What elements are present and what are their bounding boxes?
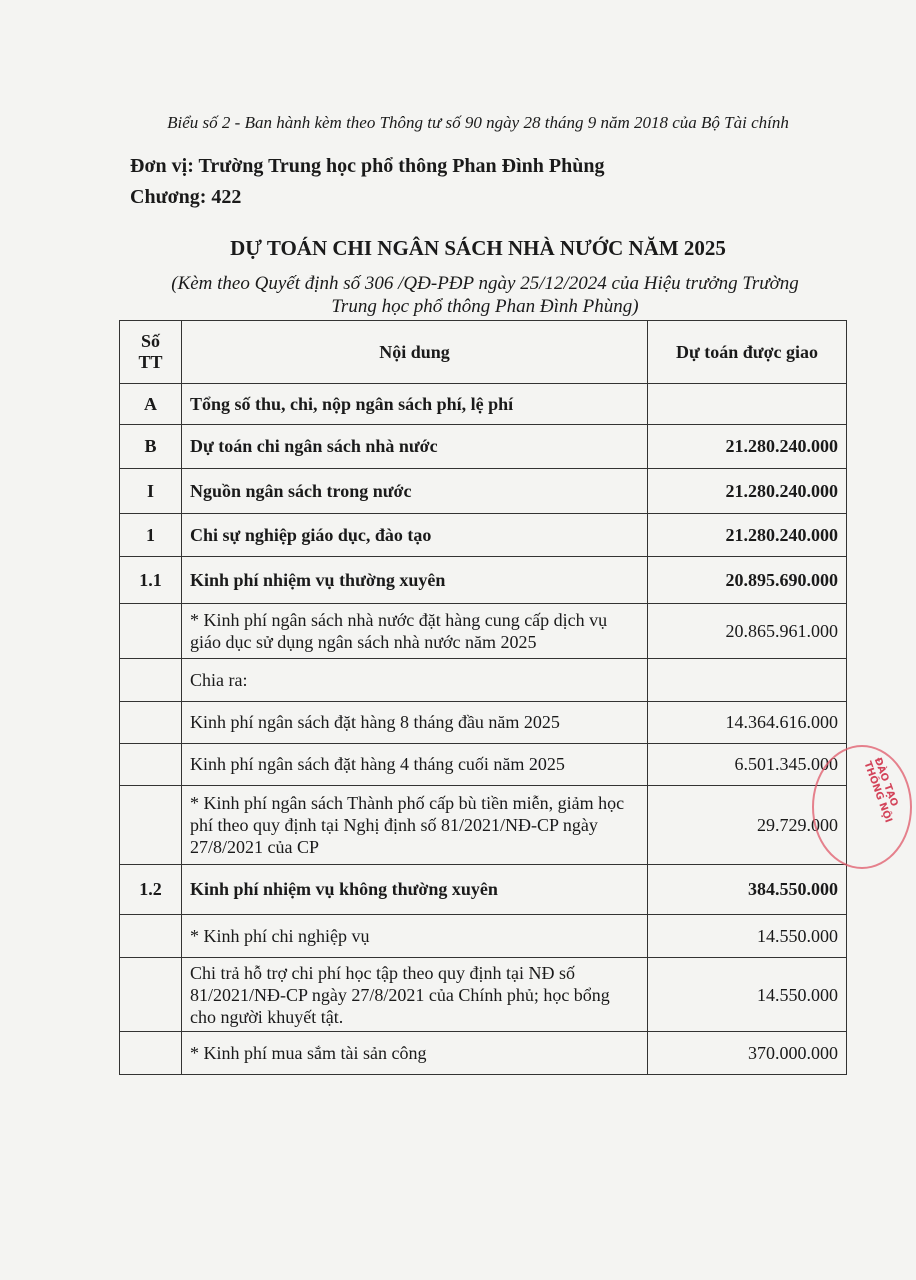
row-content: Kinh phí nhiệm vụ không thường xuyên	[182, 865, 648, 915]
subtitle-line-1: (Kèm theo Quyết định số 306 /QĐ-PĐP ngày 25/12/2024 của Hiệu trưởng Trường	[171, 273, 799, 294]
row-amount: 14.364.616.000	[648, 702, 847, 744]
unit-name: Đơn vị: Trường Trung học phổ thông Phan Đình Phùng	[130, 155, 605, 177]
row-amount: 370.000.000	[648, 1032, 847, 1075]
row-no: I	[120, 469, 182, 514]
row-amount	[648, 659, 847, 702]
header-content: Nội dung	[182, 321, 648, 384]
row-no: B	[120, 425, 182, 469]
row-content: Chi sự nghiệp giáo dục, đào tạo	[182, 514, 648, 557]
table-row	[120, 425, 847, 469]
row-content: * Kinh phí ngân sách Thành phố cấp bù tiền miễn, giảm học phí theo quy định tại Nghị định số 81/2021/NĐ-CP ngày 27/8/2021 của CP	[182, 786, 648, 865]
row-amount: 14.550.000	[648, 915, 847, 958]
row-content: * Kinh phí chi nghiệp vụ	[182, 915, 648, 958]
row-amount: 6.501.345.000	[648, 744, 847, 786]
legal-reference: Biểu số 2 - Ban hành kèm theo Thông tư số 90 ngày 28 tháng 9 năm 2018 của Bộ Tài chính	[167, 113, 789, 132]
row-no: 1	[120, 514, 182, 557]
row-amount: 29.729.000	[648, 786, 847, 865]
row-no: A	[120, 384, 182, 425]
header-no: Số TT	[120, 321, 182, 384]
row-content: Nguồn ngân sách trong nước	[182, 469, 648, 514]
row-no	[120, 744, 182, 786]
table-row	[120, 469, 847, 514]
row-content: Kinh phí nhiệm vụ thường xuyên	[182, 557, 648, 604]
row-amount: 21.280.240.000	[648, 514, 847, 557]
row-no: 1.1	[120, 557, 182, 604]
budget-table	[119, 320, 847, 1075]
stamp-text: ĐÀO TẠO THÔNG NỘI	[861, 756, 900, 825]
header-amount: Dự toán được giao	[648, 321, 847, 384]
document-title: DỰ TOÁN CHI NGÂN SÁCH NHÀ NƯỚC NĂM 2025	[230, 236, 726, 260]
row-no	[120, 1032, 182, 1075]
table-row	[120, 915, 847, 958]
table-row	[120, 1032, 847, 1075]
table-row	[120, 604, 847, 659]
row-amount: 384.550.000	[648, 865, 847, 915]
table-row	[120, 744, 847, 786]
row-content: Chi trả hỗ trợ chi phí học tập theo quy định tại NĐ số 81/2021/NĐ-CP ngày 27/8/2021 của Chính phủ; học bổng cho người khuyết tật.	[182, 958, 648, 1032]
table-row	[120, 557, 847, 604]
row-no	[120, 659, 182, 702]
row-content: Kinh phí ngân sách đặt hàng 4 tháng cuối năm 2025	[182, 744, 648, 786]
row-amount: 14.550.000	[648, 958, 847, 1032]
table-row	[120, 865, 847, 915]
row-amount	[648, 384, 847, 425]
table-row	[120, 514, 847, 557]
table-row	[120, 384, 847, 425]
row-no	[120, 702, 182, 744]
row-amount: 20.865.961.000	[648, 604, 847, 659]
table-row	[120, 659, 847, 702]
row-content: * Kinh phí mua sắm tài sản công	[182, 1032, 648, 1075]
row-no	[120, 786, 182, 865]
chapter-code: Chương: 422	[130, 186, 242, 208]
row-content: Kinh phí ngân sách đặt hàng 8 tháng đầu năm 2025	[182, 702, 648, 744]
row-no	[120, 604, 182, 659]
row-no	[120, 915, 182, 958]
row-content: * Kinh phí ngân sách nhà nước đặt hàng cung cấp dịch vụ giáo dục sử dụng ngân sách nhà nước năm 2025	[182, 604, 648, 659]
table-row	[120, 702, 847, 744]
table-row	[120, 786, 847, 865]
row-amount: 20.895.690.000	[648, 557, 847, 604]
row-content: Dự toán chi ngân sách nhà nước	[182, 425, 648, 469]
row-content: Tổng số thu, chi, nộp ngân sách phí, lệ phí	[182, 384, 648, 425]
row-no: 1.2	[120, 865, 182, 915]
document-subtitle	[140, 272, 830, 318]
table-row	[120, 958, 847, 1032]
row-amount: 21.280.240.000	[648, 425, 847, 469]
table-header-row	[120, 321, 847, 384]
row-amount: 21.280.240.000	[648, 469, 847, 514]
subtitle-line-2: Trung học phổ thông Phan Đình Phùng)	[331, 296, 639, 317]
row-content: Chia ra:	[182, 659, 648, 702]
row-no	[120, 958, 182, 1032]
